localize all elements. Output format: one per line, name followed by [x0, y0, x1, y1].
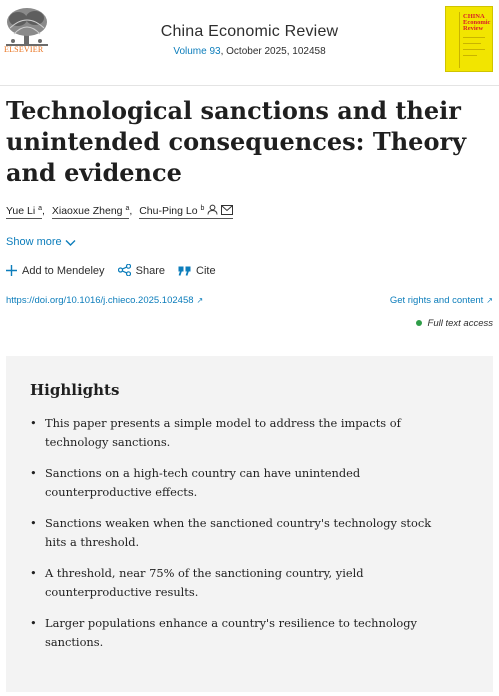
show-more-toggle[interactable] — [6, 236, 76, 248]
author-name: Xiaoxue Zheng — [51, 205, 123, 217]
rights-text: Get rights and content — [389, 295, 484, 306]
add-to-mendeley-label: Add to Mendeley — [22, 265, 105, 277]
issue-info: , October 2025, 102458 — [220, 46, 326, 57]
author-link[interactable] — [52, 205, 129, 219]
chevron-down-icon — [65, 239, 76, 247]
highlight-text: A threshold, near 75% of the sanctioning country, yield counterproductive results. — [45, 566, 364, 599]
cite-label: Cite — [196, 265, 216, 277]
share-button[interactable] — [118, 264, 165, 277]
cover-stripe — [463, 55, 477, 56]
highlight-item — [30, 464, 450, 501]
highlight-item — [30, 514, 450, 551]
person-icon — [207, 204, 218, 215]
bullet-icon: • — [30, 466, 37, 480]
show-more-label: Show more — [6, 236, 62, 248]
highlight-text: Larger populations enhance a country's resilience to technology sanctions. — [45, 616, 417, 649]
author-affiliation: b — [200, 205, 205, 212]
highlight-text: This paper presents a simple model to address the impacts of technology sanctions. — [45, 416, 401, 449]
cover-rule — [451, 12, 460, 68]
bullet-icon: • — [30, 516, 37, 530]
author-name: Chu-Ping Lo — [139, 205, 198, 217]
highlights-section — [6, 356, 493, 692]
author-separator: , — [129, 205, 133, 217]
journal-title[interactable]: China Economic Review — [160, 23, 339, 40]
mail-icon — [221, 205, 233, 215]
doi-text: https://doi.org/10.1016/j.chieco.2025.102458 — [6, 295, 194, 306]
author-link[interactable] — [139, 204, 233, 219]
highlight-text: Sanctions on a high-tech country can have unintended counterproductive effects. — [45, 466, 361, 499]
highlight-item — [30, 614, 450, 651]
journal-cover[interactable] — [445, 6, 493, 72]
cover-word: Economic — [463, 19, 491, 26]
plus-icon — [6, 265, 17, 276]
highlight-text: Sanctions weaken when the sanctioned country's technology stock hits a threshold. — [45, 516, 432, 549]
cover-word: Review — [463, 25, 484, 32]
share-label: Share — [135, 265, 165, 277]
access-status — [416, 318, 493, 329]
cover-stripe — [463, 37, 485, 38]
author-affiliation: a — [38, 205, 43, 212]
quote-icon — [178, 266, 191, 276]
highlight-item — [30, 564, 450, 601]
cite-button[interactable] — [178, 265, 216, 277]
external-link-icon: ↗ — [196, 296, 204, 305]
bullet-icon: • — [30, 566, 37, 580]
bullet-icon: • — [30, 616, 37, 630]
access-dot-icon — [416, 320, 422, 326]
cover-stripe — [463, 43, 481, 44]
highlights-heading: Highlights — [30, 381, 120, 399]
doi-link[interactable] — [6, 295, 203, 306]
highlights-list — [30, 414, 450, 664]
bullet-icon: • — [30, 416, 37, 430]
author-separator: , — [42, 205, 45, 217]
share-icon — [118, 264, 131, 276]
author-link[interactable] — [6, 205, 42, 219]
author-list — [6, 204, 233, 219]
cover-text — [463, 14, 490, 32]
external-link-icon: ↗ — [486, 296, 493, 305]
cover-stripe — [463, 49, 485, 50]
cover-word: CHINA — [463, 13, 485, 20]
add-to-mendeley-button[interactable] — [6, 265, 105, 277]
volume-link[interactable]: Volume 93 — [173, 46, 221, 57]
article-actions — [6, 264, 226, 277]
rights-link[interactable] — [390, 295, 493, 306]
author-name: Yue Li — [6, 205, 36, 217]
elsevier-wordmark[interactable]: ELSEVIER — [4, 45, 44, 54]
highlight-item — [30, 414, 450, 451]
access-label: Full text access — [427, 318, 493, 329]
article-title: Technological sanctions and their unintended consequences: Theory and evidence — [6, 96, 467, 187]
author-affiliation: a — [125, 205, 130, 212]
journal-header — [0, 0, 499, 86]
journal-meta — [0, 46, 499, 57]
